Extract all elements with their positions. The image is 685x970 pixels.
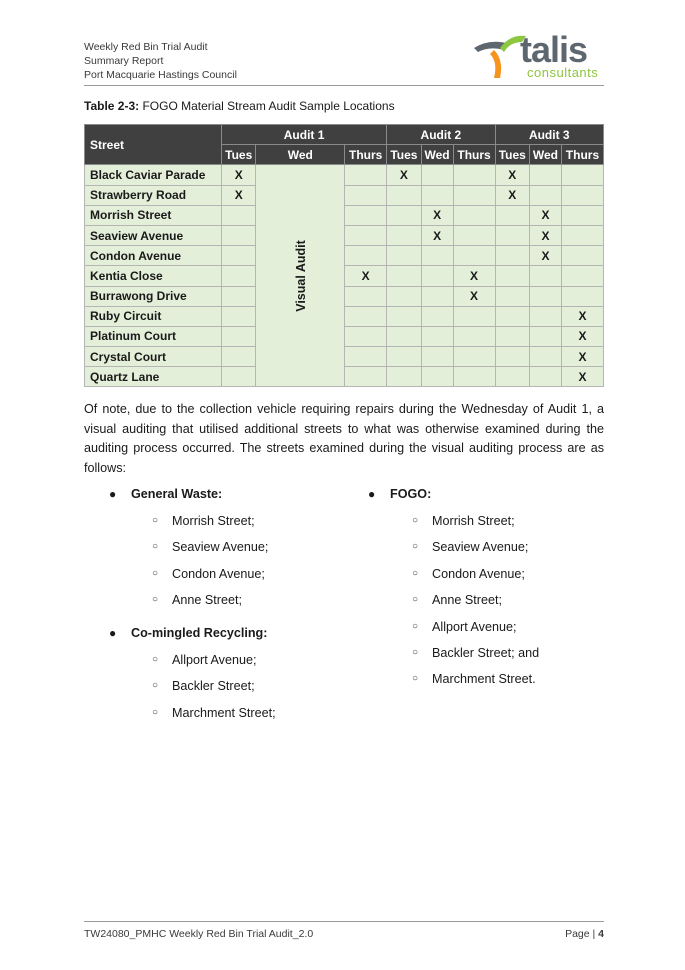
list-title: FOGO: bbox=[390, 487, 432, 501]
audit-cell bbox=[345, 225, 387, 245]
list-item bbox=[412, 620, 517, 634]
audit-1-header: Audit 1 bbox=[222, 125, 387, 145]
circle-bullet-icon: ○ bbox=[152, 515, 159, 526]
list-item-text: Seaview Avenue; bbox=[432, 540, 529, 554]
audit-cell bbox=[387, 266, 421, 286]
audit-cell bbox=[222, 205, 256, 225]
street-cell: Crystal Court bbox=[85, 347, 222, 367]
list-item bbox=[152, 706, 276, 720]
audit-cell: X bbox=[495, 165, 529, 185]
street-cell: Morrish Street bbox=[85, 205, 222, 225]
audit-cell bbox=[529, 185, 561, 205]
audit-cell bbox=[421, 246, 453, 266]
list-item bbox=[152, 653, 257, 667]
list-item-text: Marchment Street. bbox=[432, 672, 536, 686]
audit-cell bbox=[453, 367, 495, 387]
visual-audit-cell bbox=[256, 165, 345, 387]
circle-bullet-icon: ○ bbox=[412, 673, 419, 684]
audit-cell bbox=[453, 225, 495, 245]
list-title: General Waste: bbox=[131, 487, 223, 501]
audit-cell bbox=[495, 266, 529, 286]
list-item-text: Morrish Street; bbox=[432, 514, 515, 528]
audit-cell bbox=[222, 306, 256, 326]
bullet-icon: ● bbox=[109, 626, 117, 640]
day-header: Wed bbox=[256, 145, 345, 165]
street-cell: Strawberry Road bbox=[85, 185, 222, 205]
audit-cell bbox=[345, 205, 387, 225]
audit-cell bbox=[222, 286, 256, 306]
header-divider bbox=[84, 85, 604, 86]
audit-cell: X bbox=[421, 205, 453, 225]
audit-cell bbox=[495, 225, 529, 245]
street-cell: Kentia Close bbox=[85, 266, 222, 286]
audit-cell bbox=[453, 165, 495, 185]
circle-bullet-icon: ○ bbox=[412, 568, 419, 579]
audit-cell bbox=[529, 286, 561, 306]
page-label: Page | bbox=[565, 928, 599, 940]
audit-cell bbox=[387, 367, 421, 387]
table-row bbox=[85, 165, 604, 185]
audit-3-header: Audit 3 bbox=[495, 125, 603, 145]
audit-cell bbox=[453, 205, 495, 225]
audit-cell bbox=[222, 225, 256, 245]
audit-cell bbox=[529, 326, 561, 346]
list-item bbox=[152, 679, 255, 693]
audit-cell: X bbox=[529, 246, 561, 266]
audit-cell bbox=[529, 165, 561, 185]
audit-cell: X bbox=[345, 266, 387, 286]
list-item-text: Allport Avenue; bbox=[172, 653, 257, 667]
circle-bullet-icon: ○ bbox=[412, 515, 419, 526]
audit-cell: X bbox=[495, 185, 529, 205]
day-header: Tues bbox=[495, 145, 529, 165]
audit-cell bbox=[345, 347, 387, 367]
list-item-text: Anne Street; bbox=[172, 593, 243, 607]
street-cell: Condon Avenue bbox=[85, 246, 222, 266]
audit-cell: X bbox=[529, 225, 561, 245]
street-cell: Quartz Lane bbox=[85, 367, 222, 387]
audit-cell bbox=[529, 266, 561, 286]
table-row bbox=[85, 185, 604, 205]
audit-cell bbox=[529, 367, 561, 387]
audit-cell bbox=[222, 347, 256, 367]
audit-cell bbox=[421, 306, 453, 326]
day-header: Wed bbox=[529, 145, 561, 165]
day-header: Thurs bbox=[561, 145, 603, 165]
audit-cell bbox=[529, 306, 561, 326]
audit-cell bbox=[345, 326, 387, 346]
audit-cell bbox=[387, 306, 421, 326]
circle-bullet-icon: ○ bbox=[152, 707, 159, 718]
audit-cell bbox=[421, 185, 453, 205]
list-item bbox=[152, 540, 269, 554]
day-header: Thurs bbox=[453, 145, 495, 165]
logo-wordmark: talis bbox=[520, 29, 588, 70]
body-paragraph: Of note, due to the collection vehicle requiring repairs during the Wednesday of Audit 1, a visual auditing that utilised additional streets to what was otherwise examined during the auditing process occurred. The streets examined during the visual auditing process are as follows: bbox=[84, 402, 604, 475]
caption-label: Table 2-3: bbox=[84, 99, 140, 113]
audit-cell: X bbox=[529, 205, 561, 225]
audit-cell bbox=[345, 246, 387, 266]
audit-cell bbox=[495, 367, 529, 387]
list-item-text: Backler Street; bbox=[172, 679, 255, 693]
list-item bbox=[412, 514, 515, 528]
audit-cell bbox=[421, 165, 453, 185]
audit-cell bbox=[495, 286, 529, 306]
document-header bbox=[84, 40, 237, 82]
audit-cell bbox=[387, 246, 421, 266]
list-item bbox=[412, 593, 503, 607]
audit-cell bbox=[561, 266, 603, 286]
audit-2-header: Audit 2 bbox=[387, 125, 495, 145]
street-cell: Seaview Avenue bbox=[85, 225, 222, 245]
audit-cell bbox=[453, 246, 495, 266]
street-column-header: Street bbox=[85, 125, 222, 165]
logo-subtext: consultants bbox=[527, 65, 599, 80]
audit-cell bbox=[222, 246, 256, 266]
audit-cell: X bbox=[561, 367, 603, 387]
audit-cell bbox=[345, 185, 387, 205]
table-row bbox=[85, 266, 604, 286]
list-item bbox=[412, 567, 525, 581]
list-item-text: Condon Avenue; bbox=[172, 567, 265, 581]
list-item bbox=[412, 672, 536, 686]
bullet-icon: ● bbox=[109, 487, 117, 501]
list-heading-comingled bbox=[109, 626, 268, 640]
audit-cell bbox=[387, 286, 421, 306]
footer-page bbox=[565, 928, 604, 940]
day-header: Thurs bbox=[345, 145, 387, 165]
audit-cell: X bbox=[561, 306, 603, 326]
audit-cell bbox=[387, 225, 421, 245]
list-item-text: Anne Street; bbox=[432, 593, 503, 607]
table-row bbox=[85, 225, 604, 245]
audit-cell bbox=[561, 286, 603, 306]
audit-cell bbox=[387, 185, 421, 205]
audit-cell bbox=[453, 347, 495, 367]
header-client: Port Macquarie Hastings Council bbox=[84, 69, 237, 81]
audit-cell bbox=[222, 367, 256, 387]
audit-cell: X bbox=[453, 266, 495, 286]
audit-cell bbox=[453, 306, 495, 326]
visual-audit-label: Visual Audit bbox=[293, 240, 308, 312]
audit-cell bbox=[561, 165, 603, 185]
list-item bbox=[412, 646, 540, 660]
list-heading-fogo bbox=[368, 487, 432, 501]
street-cell: Burrawong Drive bbox=[85, 286, 222, 306]
table-caption bbox=[84, 99, 395, 113]
audit-cell bbox=[345, 165, 387, 185]
audit-cell bbox=[529, 347, 561, 367]
street-cell: Ruby Circuit bbox=[85, 306, 222, 326]
list-item-text: Backler Street; and bbox=[432, 646, 540, 660]
header-title: Weekly Red Bin Trial Audit bbox=[84, 41, 208, 53]
audit-cell bbox=[421, 286, 453, 306]
audit-cell: X bbox=[222, 165, 256, 185]
audit-cell: X bbox=[222, 185, 256, 205]
list-item bbox=[152, 514, 255, 528]
audit-cell bbox=[345, 367, 387, 387]
circle-bullet-icon: ○ bbox=[152, 654, 159, 665]
list-item-text: Allport Avenue; bbox=[432, 620, 517, 634]
audit-cell bbox=[561, 225, 603, 245]
bullet-icon: ● bbox=[368, 487, 376, 501]
audit-cell bbox=[495, 205, 529, 225]
caption-text: FOGO Material Stream Audit Sample Locations bbox=[139, 99, 395, 113]
list-heading-general-waste bbox=[109, 487, 223, 501]
list-item-text: Seaview Avenue; bbox=[172, 540, 269, 554]
day-header: Wed bbox=[421, 145, 453, 165]
circle-bullet-icon: ○ bbox=[152, 594, 159, 605]
audit-cell bbox=[421, 326, 453, 346]
audit-cell bbox=[421, 367, 453, 387]
footer-divider bbox=[84, 921, 604, 922]
list-title: Co-mingled Recycling: bbox=[131, 626, 268, 640]
table-row bbox=[85, 246, 604, 266]
day-header: Tues bbox=[222, 145, 256, 165]
audit-cell bbox=[421, 266, 453, 286]
list-item bbox=[152, 593, 243, 607]
page-number: 4 bbox=[598, 928, 604, 940]
audit-locations-table bbox=[84, 124, 604, 387]
street-cell: Black Caviar Parade bbox=[85, 165, 222, 185]
audit-cell bbox=[495, 326, 529, 346]
circle-bullet-icon: ○ bbox=[412, 541, 419, 552]
audit-cell bbox=[222, 326, 256, 346]
circle-bullet-icon: ○ bbox=[152, 680, 159, 691]
table-row bbox=[85, 306, 604, 326]
table-row bbox=[85, 326, 604, 346]
day-header: Tues bbox=[387, 145, 421, 165]
audit-cell bbox=[495, 306, 529, 326]
audit-cell bbox=[561, 246, 603, 266]
audit-cell bbox=[495, 347, 529, 367]
table-row bbox=[85, 286, 604, 306]
circle-bullet-icon: ○ bbox=[412, 594, 419, 605]
audit-cell: X bbox=[561, 347, 603, 367]
list-item-text: Marchment Street; bbox=[172, 706, 276, 720]
header-subtitle: Summary Report bbox=[84, 55, 164, 67]
audit-cell: X bbox=[387, 165, 421, 185]
audit-cell bbox=[387, 326, 421, 346]
audit-cell bbox=[387, 347, 421, 367]
table-row bbox=[85, 205, 604, 225]
table-row bbox=[85, 367, 604, 387]
circle-bullet-icon: ○ bbox=[152, 541, 159, 552]
footer-doc-ref: TW24080_PMHC Weekly Red Bin Trial Audit_2.0 bbox=[84, 928, 314, 940]
list-item bbox=[152, 567, 265, 581]
circle-bullet-icon: ○ bbox=[412, 621, 419, 632]
audit-cell bbox=[561, 205, 603, 225]
street-cell: Platinum Court bbox=[85, 326, 222, 346]
audit-cell bbox=[421, 347, 453, 367]
list-item-text: Condon Avenue; bbox=[432, 567, 525, 581]
audit-cell bbox=[345, 286, 387, 306]
audit-cell bbox=[453, 326, 495, 346]
audit-cell: X bbox=[453, 286, 495, 306]
circle-bullet-icon: ○ bbox=[412, 647, 419, 658]
audit-cell bbox=[387, 205, 421, 225]
audit-cell bbox=[561, 185, 603, 205]
audit-cell bbox=[453, 185, 495, 205]
audit-cell: X bbox=[561, 326, 603, 346]
audit-cell bbox=[222, 266, 256, 286]
table-body bbox=[85, 165, 604, 387]
circle-bullet-icon: ○ bbox=[152, 568, 159, 579]
audit-cell bbox=[495, 246, 529, 266]
list-item-text: Morrish Street; bbox=[172, 514, 255, 528]
list-item bbox=[412, 540, 529, 554]
audit-cell bbox=[345, 306, 387, 326]
audit-cell: X bbox=[421, 225, 453, 245]
table-row bbox=[85, 347, 604, 367]
